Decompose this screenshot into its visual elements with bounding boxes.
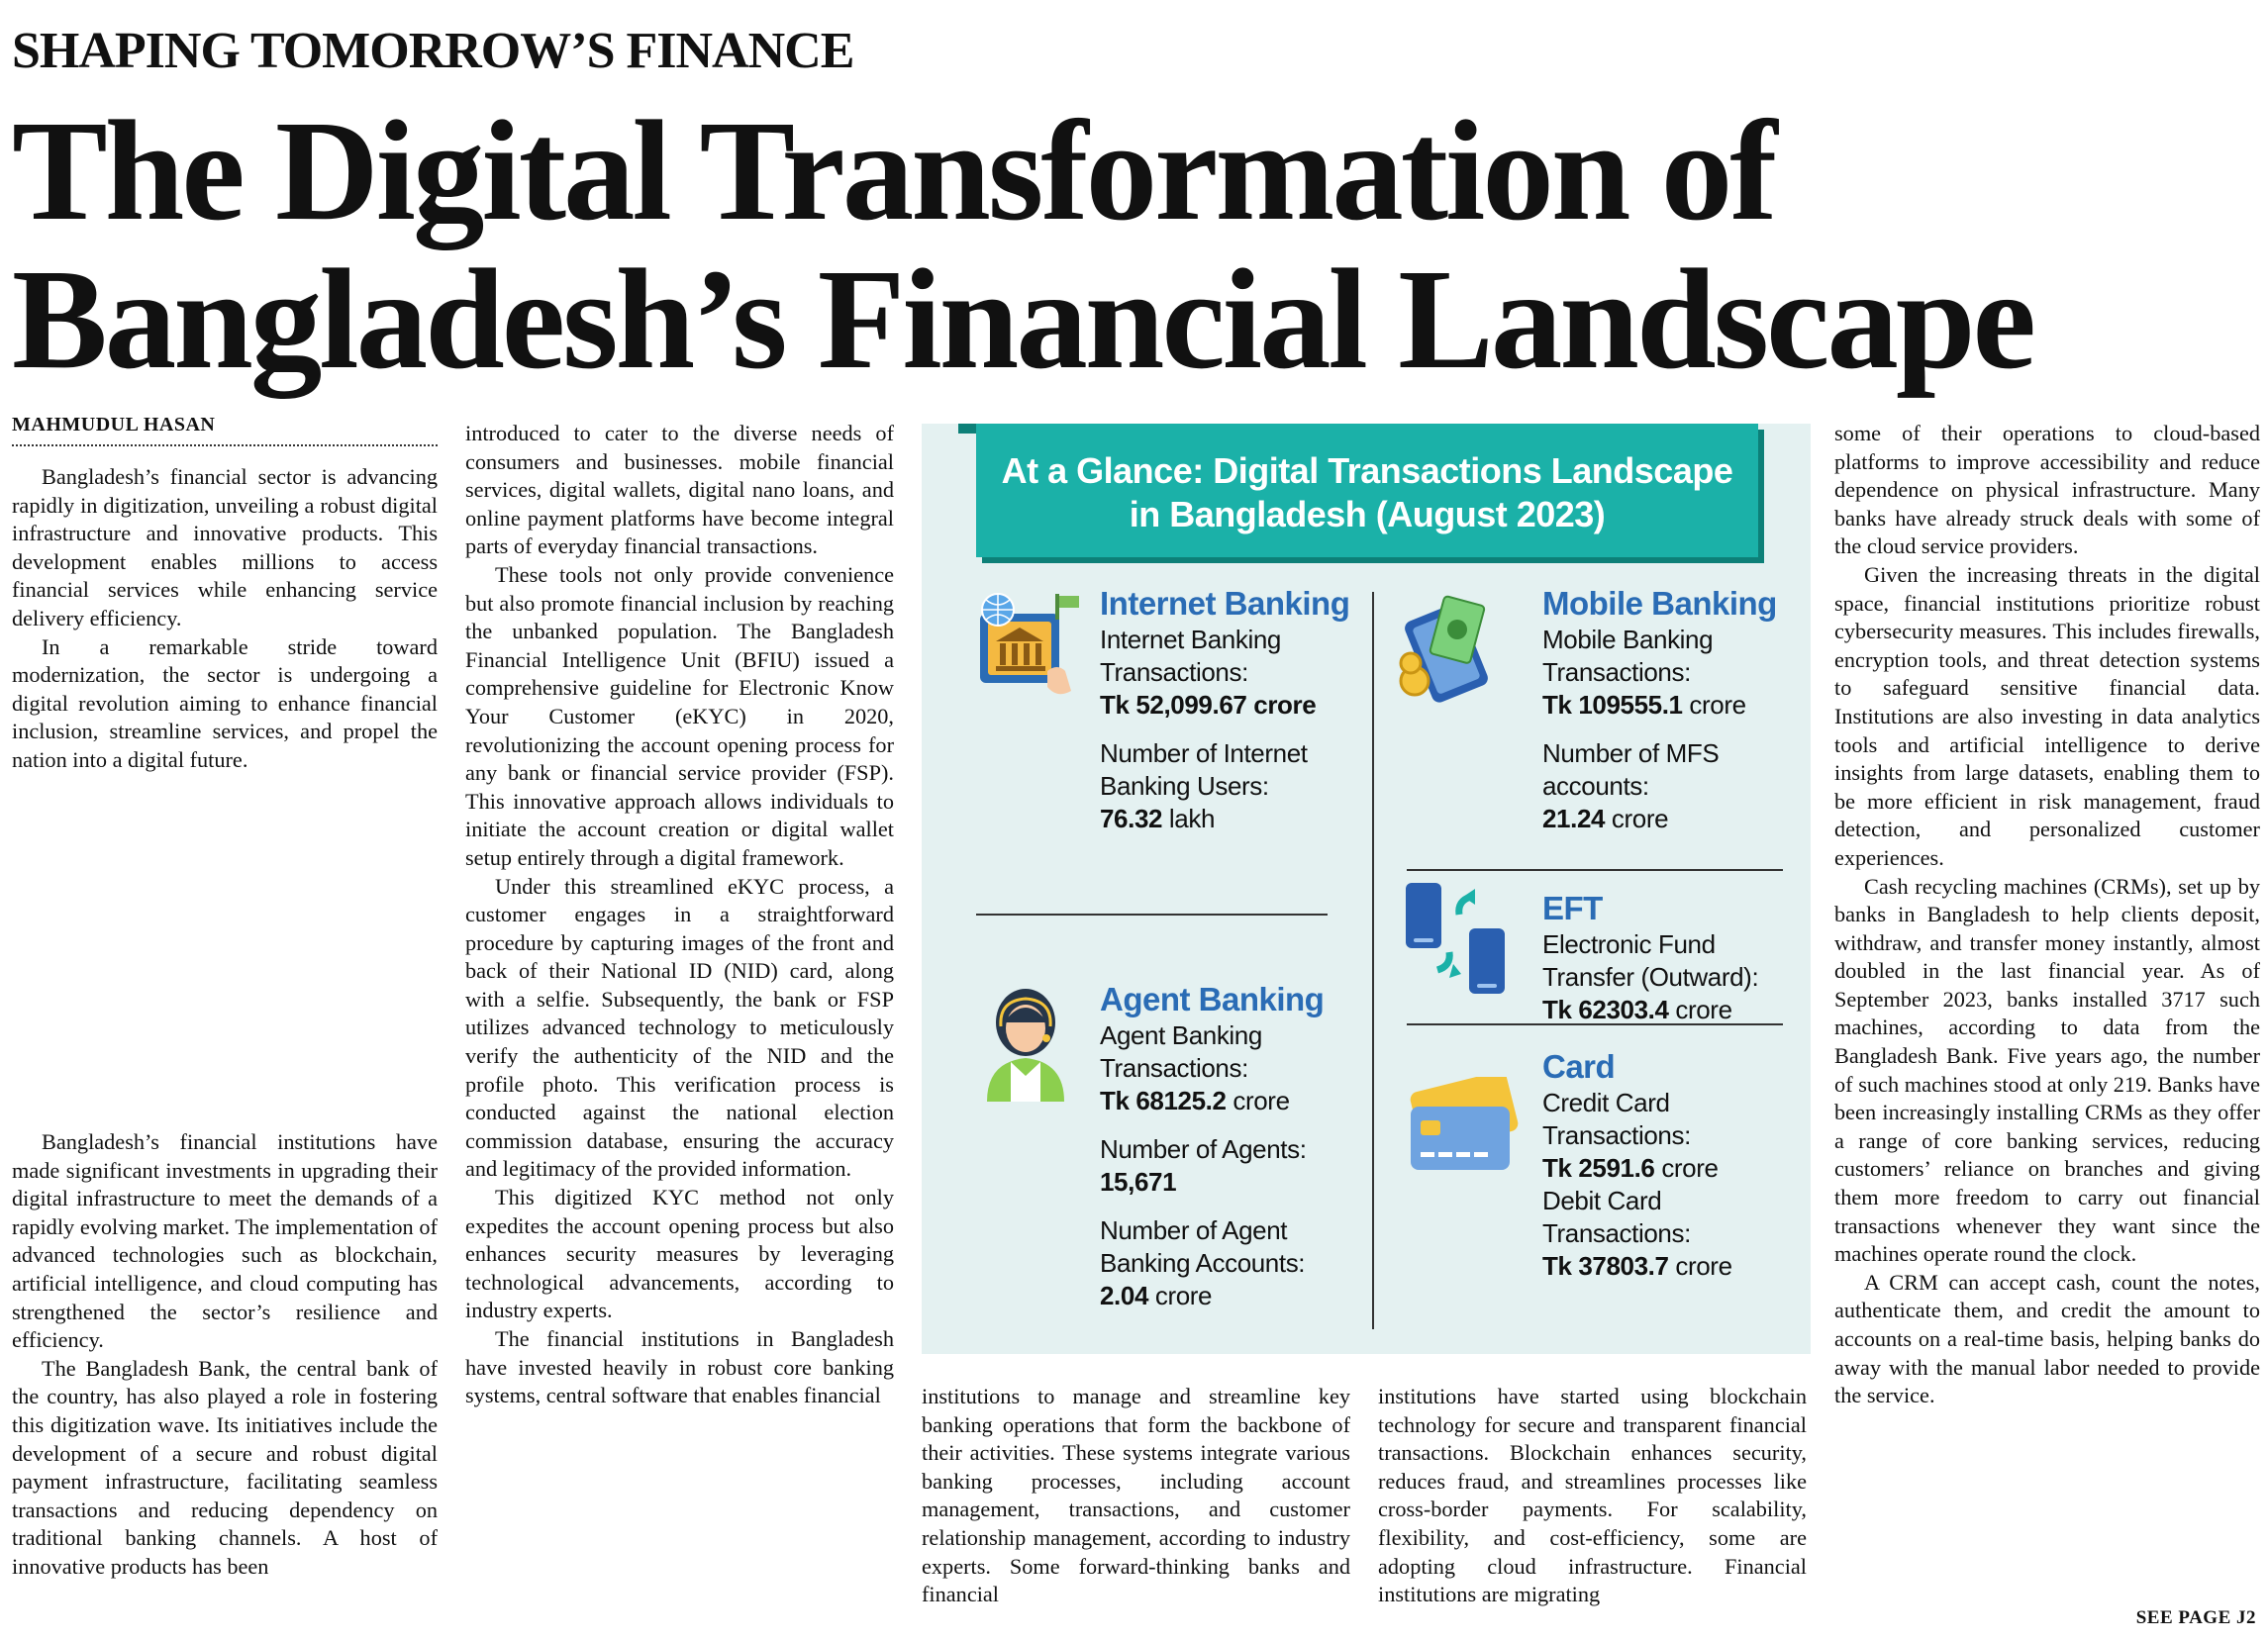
paragraph: Bangladesh’s financial sector is advancing rapidly in digitization, unveiling a robust digital infrastructure and innovative products. This development enables millions to access financial services while enhancing service delivery efficiency.: [12, 464, 438, 630]
stat-label: Transactions:: [1542, 1120, 1691, 1150]
phone-transfer-icon: [1402, 879, 1511, 998]
column-4: [1378, 1383, 1807, 1638]
internet-banking-section: [1100, 584, 1367, 835]
divider-left: [976, 914, 1328, 916]
column-5: [1834, 420, 2260, 1603]
stat-label: Transactions:: [1542, 1218, 1691, 1248]
paragraph: The Bangladesh Bank, the central bank of the country, has also played a role in fostering this digitization wave. Its initiatives include the development of a secure and robust digital payment infrastructure, facilitating seamless transactions and reducing dependency on traditional banking channels. A host of innovative products has been: [12, 1355, 438, 1579]
headline-line-2: Bangladesh’s Financial Landscape: [12, 241, 2033, 399]
stat-label: Mobile Banking: [1542, 625, 1714, 654]
headline: [12, 92, 2033, 399]
headline-line-1: The Digital Transformation of: [12, 92, 1775, 250]
infographic-title-line-1: At a Glance: Digital Transactions Landscape: [1001, 450, 1733, 491]
stat-label: Debit Card: [1542, 1186, 1662, 1215]
phone-money-icon: [1397, 590, 1506, 704]
stat-label: Number of Agent: [1100, 1215, 1288, 1245]
paragraph: A CRM can accept cash, count the notes, authenticate them, and credit the amount to accounts on a real-time basis, helping banks do away with the manual labor needed to provide the service.: [1834, 1269, 2260, 1408]
stat-label: Transactions:: [1100, 657, 1248, 687]
paragraph: The financial institutions in Bangladesh have invested heavily in robust core banking systems, central software that enables financial: [465, 1326, 894, 1408]
stat-label: Banking Users:: [1100, 771, 1269, 801]
credit-card-icon: [1397, 1077, 1521, 1181]
paragraph: institutions have started using blockchain technology for secure and transparent financial transactions. Blockchain enhances security, reduces fraud, and streamlines processes like cross-border payments. For scalability, flexibility, and cost-efficiency, some are adopting cloud infrastructure. Financial institutions are migrating: [1378, 1384, 1807, 1607]
stat-label: Internet Banking: [1100, 625, 1281, 654]
stat-label: Credit Card: [1542, 1088, 1670, 1117]
paragraph: introduced to cater to the diverse needs of consumers and businesses. mobile financial services, digital wallets, digital nano loans, and online payment platforms have become integral parts of everyday financial transactions.: [465, 421, 894, 559]
agent-banking-section: [1100, 980, 1367, 1312]
infographic-title: [976, 424, 1758, 557]
column-3: [922, 1383, 1350, 1638]
stat-label: Number of Internet: [1100, 738, 1308, 768]
card-section: [1542, 1047, 1805, 1283]
infographic-box: [922, 424, 1811, 1354]
column-1-top: [12, 463, 438, 829]
stat-value: Tk 68125.2 crore: [1100, 1086, 1290, 1115]
stat-label: Transfer (Outward):: [1542, 962, 1759, 992]
stat-value: Tk 62303.4 crore: [1542, 995, 1732, 1024]
paragraph: In a remarkable stride toward modernization, the sector is undergoing a digital revolution aiming to enhance financial inclusion, streamline services, and propel the nation into a digital future.: [12, 633, 438, 772]
kicker: SHAPING TOMORROW’S FINANCE: [12, 23, 854, 79]
stat-value: 76.32 lakh: [1100, 804, 1215, 833]
stat-label: accounts:: [1542, 771, 1649, 801]
stat-value: Tk 52,099.67 crore: [1100, 690, 1317, 720]
stat-label: Transactions:: [1542, 657, 1691, 687]
paragraph: Cash recycling machines (CRMs), set up by banks in Bangladesh to help clients deposit, withdraw, and transfer money instantly, almost doubled in the last financial year. As of September 2023, banks installed 3717 such machines, according to data from the Bangladesh Bank. Five years ago, the number of such machines stood at only 219. Banks have been increasingly installing CRMs as they offer a range of core banking services, reducing customers’ reliance on branches and giving them more freedom to carry out financial transactions whenever they want since the machines operate round the clock.: [1834, 873, 2260, 1267]
paragraph: Given the increasing threats in the digital space, financial institutions prioritize robust cybersecurity measures. This includes firewalls, encryption tools, and threat detection systems to safeguard sensitive financial data. Institutions are also investing in data analytics tools and artificial intelligence to derive insights from large datasets, enabling them to be more efficient in risk management, fraud detection, and personalized customer experiences.: [1834, 561, 2260, 870]
paragraph: some of their operations to cloud-based platforms to improve accessibility and reduce dependence on physical infrastructure. Many banks have already struck deals with some of the cloud service providers.: [1834, 421, 2260, 559]
stat-value: Tk 2591.6 crore: [1542, 1153, 1719, 1183]
stat-value: 21.24 crore: [1542, 804, 1669, 833]
mobile-banking-title: Mobile Banking: [1542, 585, 1777, 622]
byline: MAHMUDUL HASAN: [12, 414, 438, 446]
stat-value: 15,671: [1100, 1167, 1177, 1197]
stat-label: Banking Accounts:: [1100, 1248, 1306, 1278]
stat-value: Tk 37803.7 crore: [1542, 1251, 1732, 1281]
internet-banking-title: Internet Banking: [1100, 585, 1350, 622]
stat-label: Number of MFS: [1542, 738, 1720, 768]
agent-person-icon: [981, 983, 1070, 1102]
stat-label: Number of Agents:: [1100, 1134, 1307, 1164]
stat-label: Transactions:: [1100, 1053, 1248, 1083]
paragraph: Under this streamlined eKYC process, a customer engages in a straightforward procedure by capturing images of the front and back of their National ID (NID) card, along with a selfie. Subsequently, the bank or FSP utilizes advanced technology to meticulously verify the authenticity of the NID and the profile photo. This verification process is conducted against the national election commission database, ensuring the accuracy and legitimacy of the provided information.: [465, 873, 894, 1182]
paragraph: These tools not only provide convenience but also promote financial inclusion by reaching the unbanked population. The Bangladesh Financial Intelligence Unit (BFIU) issued a comprehensive guideline for Electronic Know Your Customer (eKYC) in 2020, revolutionizing the account opening process for any bank or financial service provider (FSP). This innovative approach allows individuals to initiate the account creation or digital wallet setup entirely through a digital framework.: [465, 561, 894, 870]
column-1-bottom: [12, 1128, 438, 1633]
stat-label: Electronic Fund: [1542, 929, 1716, 959]
stat-value: 2.04 crore: [1100, 1281, 1213, 1310]
agent-banking-title: Agent Banking: [1100, 981, 1325, 1017]
stat-label: Agent Banking: [1100, 1020, 1262, 1050]
divider-right-1: [1407, 869, 1783, 871]
paragraph: This digitized KYC method not only expedites the account opening process but also enhances security measures by leveraging technological advancements, according to industry experts.: [465, 1185, 894, 1323]
eft-section: [1542, 889, 1805, 1026]
see-page-jump[interactable]: SEE PAGE J2: [2135, 1607, 2256, 1628]
paragraph: Bangladesh’s financial institutions have made significant investments in upgrading their digital infrastructure to meet the demands of a rapidly evolving market. The implementation of advanced technologies such as blockchain, artificial intelligence, and cloud computing has strengthened the sector’s resilience and efficiency.: [12, 1129, 438, 1353]
column-2: [465, 420, 894, 1637]
card-title: Card: [1542, 1048, 1616, 1085]
infographic-title-line-2: in Bangladesh (August 2023): [1129, 494, 1606, 534]
eft-title: EFT: [1542, 890, 1603, 926]
center-divider: [1372, 592, 1374, 1329]
paragraph: institutions to manage and streamline key banking operations that form the backbone of their activities. These systems integrate various banking processes, including account management, transactions, and customer relationship management, according to industry experts. Some forward-thinking banks and financial: [922, 1384, 1350, 1607]
stat-value: Tk 109555.1 crore: [1542, 690, 1746, 720]
bank-globe-icon: [976, 592, 1085, 701]
mobile-banking-section: [1542, 584, 1805, 835]
